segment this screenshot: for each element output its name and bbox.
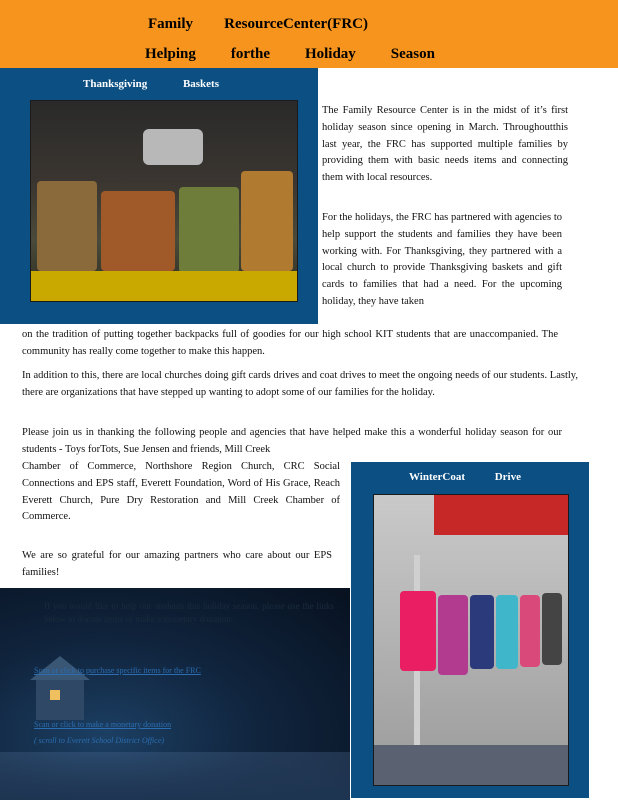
paragraph-intro: The Family Resource Center is in the midst of it’s first holiday season since opening in March. Throughoutthis last year, the FRC has supported multiple families by providing them with basic needs items and connecting them with local resources. (322, 105, 568, 184)
winter-coat-panel-title (409, 471, 521, 483)
house-window-illustration (50, 690, 60, 700)
header-word: Helping (145, 46, 196, 62)
panel-title-word: Baskets (182, 78, 219, 90)
coat-shape (470, 595, 494, 669)
thanksgiving-panel (0, 68, 318, 324)
header-word: ResourceCenter(FRC) (224, 16, 368, 32)
panel-title-word: Drive (494, 471, 521, 483)
coat-shape (520, 595, 540, 667)
paragraph-thanks: Please join us in thanking the following people and agencies that have helped make this a wonderful holiday season for our students - Toys forTots, Sue Jensen and friends, Mill Creek (22, 427, 562, 455)
thanksgiving-panel-title (83, 78, 219, 90)
coat-shape (438, 595, 468, 675)
basket-shape (143, 129, 203, 165)
coat-shape (400, 591, 436, 671)
coat-shape (496, 595, 518, 669)
header-title-line2 (145, 46, 435, 63)
snow-illustration (0, 752, 350, 800)
panel-title-word: Thanksgiving (83, 78, 148, 90)
paragraph-thanks-continued: Chamber of Commerce, Northshore Region Church, CRC Social Connections and EPS staff, Everett Foundation, Word of His Grace, Reach Everett Church, Pure Dry Restoration and Mill Creek Chamber of Commerce. (22, 461, 340, 523)
basket-shape (101, 191, 175, 271)
basket-shape (241, 171, 293, 271)
winter-coats-photo (373, 494, 569, 786)
header-title-line1 (148, 16, 368, 33)
header-word: Season (390, 46, 435, 62)
paragraph-holidays: For the holidays, the FRC has partnered with agencies to help support the students and families they have been working with. For Thanksgiving, they partnered with a local church to provide Thanksgiving baskets and gift cards to families that had a need. For the upcoming holiday, they have taken (322, 212, 562, 307)
monetary-donation-link[interactable]: Scan or click to make a monetary donation (34, 720, 172, 729)
header-word: Holiday (304, 46, 356, 62)
purchase-items-link[interactable]: Scan or click to purchase specific items for the FRC (34, 666, 201, 675)
donation-section (0, 588, 350, 800)
coat-shape (542, 593, 562, 665)
donation-note: If you would like to help our students this holiday season, please use the links below to donate items or make a monetary donation. (44, 601, 334, 624)
panel-title-word: WinterCoat (409, 471, 466, 483)
thanksgiving-baskets-photo (30, 100, 298, 302)
basket-shape (179, 187, 239, 273)
header-word: forthe (230, 46, 270, 62)
header-word: Family (148, 16, 193, 32)
paragraph-grateful: We are so grateful for our amazing partners who care about our EPS families! (22, 550, 332, 578)
basket-shape (31, 271, 297, 301)
winter-coat-panel (351, 462, 589, 798)
house-illustration (36, 680, 84, 720)
donation-address-note: ( scroll to Everett School District Office) (34, 736, 165, 745)
floor-shape (374, 745, 568, 785)
basket-shape (37, 181, 97, 271)
newsletter-header (0, 0, 618, 68)
wall-banner-shape (434, 495, 568, 535)
paragraph-holidays-continued: on the tradition of putting together backpacks full of goodies for our high school KIT students that are unaccompanied. The community has really come together to make this happen. (22, 329, 558, 357)
paragraph-addition: In addition to this, there are local churches doing gift cards drives and coat drives to meet the ongoing needs of our students. Lastly, there are organizations that have stepped up wanting to adopt some of our families for the holiday. (22, 370, 578, 398)
